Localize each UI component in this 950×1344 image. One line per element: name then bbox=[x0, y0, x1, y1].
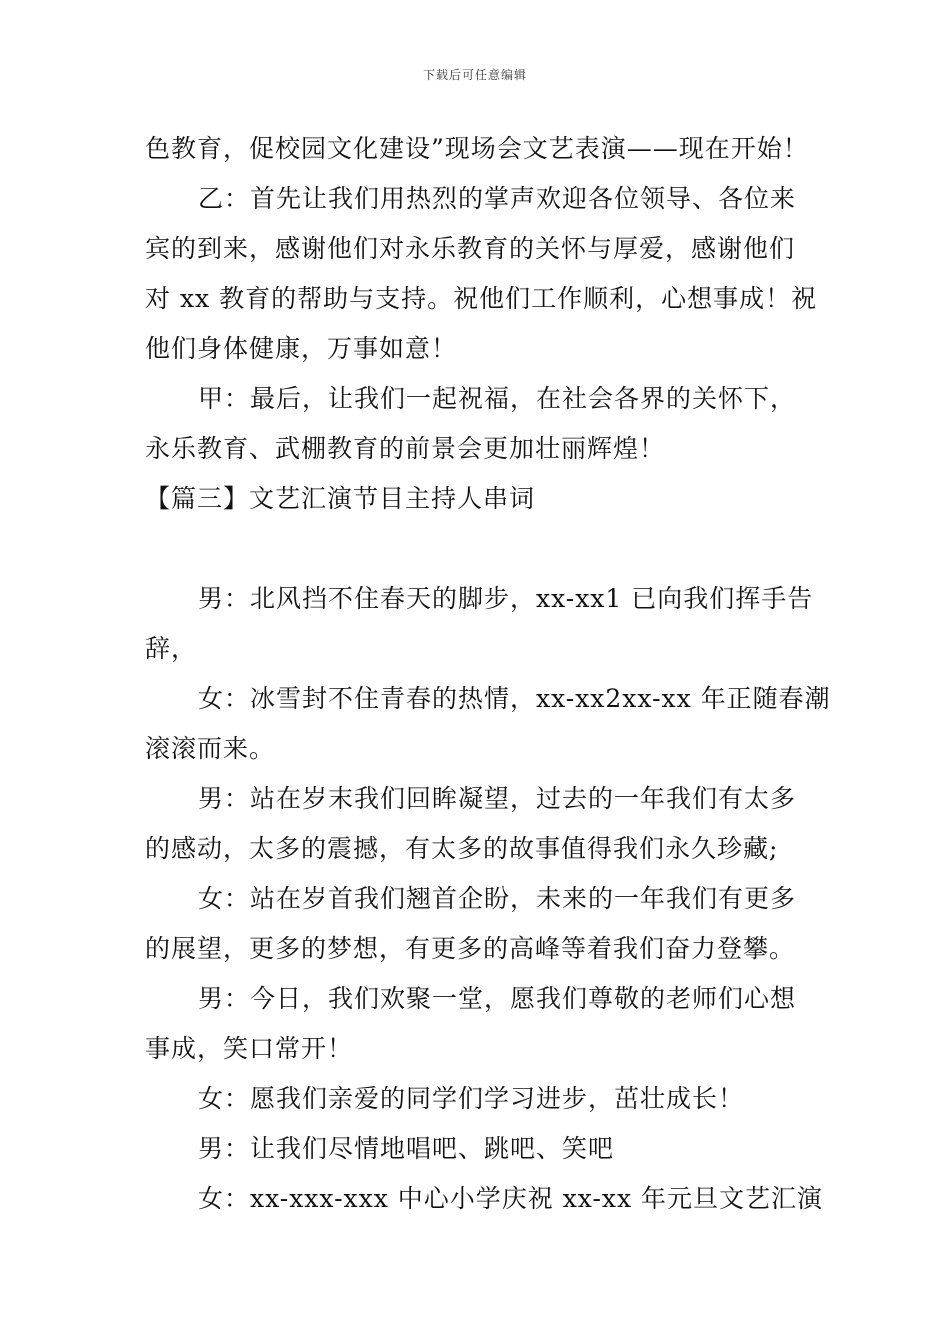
page-header: 下载后可任意编辑 bbox=[422, 68, 527, 82]
paragraph-line: 乙：首先让我们用热烈的掌声欢迎各位领导、各位来 bbox=[198, 184, 797, 213]
paragraph-line: 男：今日，我们欢聚一堂，愿我们尊敬的老师们心想 bbox=[198, 984, 797, 1013]
section-heading: 【篇三】文艺汇演节目主持人串词 bbox=[145, 484, 536, 513]
paragraph-line: 女：愿我们亲爱的同学们学习进步，茁壮成长！ bbox=[198, 1084, 745, 1113]
paragraph-line: 女：xx-xxx-xxx 中心小学庆祝 xx-xx 年元旦文艺汇演 bbox=[198, 1184, 824, 1213]
paragraph-line: 宾的到来，感谢他们对永乐教育的关怀与厚爱，感谢他们 bbox=[145, 234, 796, 263]
paragraph-line: 的展望，更多的梦想，有更多的高峰等着我们奋力登攀。 bbox=[145, 934, 796, 963]
paragraph-line: 事成，笑口常开！ bbox=[145, 1034, 354, 1063]
paragraph-line: 滚滚而来。 bbox=[145, 734, 276, 763]
paragraph-line: 他们身体健康，万事如意！ bbox=[145, 334, 458, 363]
paragraph-line: 男：站在岁末我们回眸凝望，过去的一年我们有太多 bbox=[198, 784, 797, 813]
blank-line bbox=[145, 524, 810, 574]
paragraph-line: 女：冰雪封不住青春的热情，xx-xx2xx-xx 年正随春潮 bbox=[198, 684, 831, 713]
paragraph-line: 甲：最后，让我们一起祝福，在社会各界的关怀下， bbox=[198, 384, 797, 413]
document-body bbox=[145, 124, 831, 1224]
paragraph-line: 对 xx 教育的帮助与支持。祝他们工作顺利，心想事成！祝 bbox=[145, 284, 818, 313]
paragraph-line: 男：让我们尽情地唱吧、跳吧、笑吧 bbox=[198, 1134, 615, 1163]
paragraph-line: 男：北风挡不住春天的脚步，xx-xx1 已向我们挥手告 bbox=[198, 584, 814, 613]
paragraph-line: 永乐教育、武棚教育的前景会更加壮丽辉煌！ bbox=[145, 434, 666, 463]
paragraph-line: 的感动，太多的震撼，有太多的故事值得我们永久珍藏; bbox=[145, 834, 779, 863]
paragraph-line: 色教育，促校园文化建设”现场会文艺表演——现在开始！ bbox=[145, 134, 809, 163]
paragraph-line: 辞， bbox=[145, 634, 198, 663]
paragraph-line: 女：站在岁首我们翘首企盼，未来的一年我们有更多 bbox=[198, 884, 797, 913]
